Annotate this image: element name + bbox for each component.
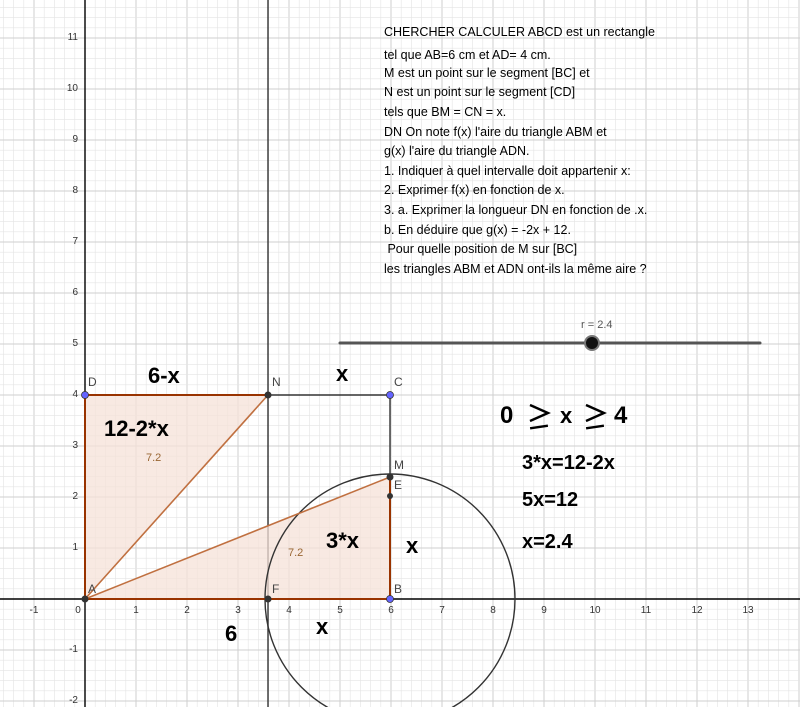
label-a: A	[88, 582, 97, 596]
inequality-mid: x	[560, 403, 573, 428]
y-tick-label: 9	[72, 134, 78, 145]
x-tick-label: 1	[133, 605, 139, 616]
x-tick-label: 8	[490, 605, 496, 616]
label-ab-length: 6	[225, 621, 238, 646]
label-area-adn-value: 7.2	[146, 452, 162, 464]
problem-line: 2. Exprimer f(x) en fonction de x.	[384, 183, 565, 197]
label-dn-length: 6-x	[148, 363, 180, 388]
y-tick-label: 11	[67, 32, 78, 43]
label-area-abm-value: 7.2	[288, 547, 304, 559]
solution-line: x=2.4	[522, 531, 573, 553]
label-fb-length: x	[316, 614, 329, 639]
problem-line: tels que BM = CN = x.	[384, 105, 507, 119]
problem-line: Pour quelle position de M sur [BC]	[384, 242, 578, 256]
problem-line: M est un point sur le segment [BC] et	[384, 66, 590, 80]
x-tick-label: 12	[691, 605, 703, 616]
label-e: E	[394, 478, 403, 492]
solution	[500, 402, 628, 553]
x-tick-label: 6	[388, 605, 394, 616]
label-m: M	[394, 458, 404, 472]
problem-line: tel que AB=6 cm et AD= 4 cm.	[384, 48, 551, 62]
point-d[interactable]	[82, 392, 89, 399]
inequality-left: 0	[500, 402, 514, 429]
label-area-abm-expr: 3*x	[326, 528, 360, 553]
point-m[interactable]	[387, 474, 394, 481]
x-tick-label: 3	[235, 605, 241, 616]
x-tick-label: -1	[29, 605, 39, 616]
solution-line: 3*x=12-2x	[522, 452, 615, 474]
slider-handle[interactable]	[585, 336, 599, 350]
label-n: N	[272, 375, 281, 389]
label-f: F	[272, 582, 280, 596]
y-tick-label: 8	[72, 185, 78, 196]
x-tick-label: 5	[337, 605, 343, 616]
point-f[interactable]	[265, 596, 272, 603]
x-tick-labels	[30, 605, 754, 616]
y-tick-label: 5	[72, 338, 78, 349]
problem-line: N est un point sur le segment [CD]	[384, 85, 576, 99]
y-tick-label: -2	[69, 695, 78, 706]
point-n[interactable]	[265, 392, 272, 399]
label-c: C	[394, 375, 403, 389]
y-tick-label: 4	[72, 389, 78, 400]
y-tick-label: 6	[72, 287, 78, 298]
x-tick-label: 10	[589, 605, 601, 616]
label-bm-length: x	[406, 533, 419, 558]
x-tick-label: 13	[742, 605, 754, 616]
inequality-right: 4	[614, 402, 628, 429]
point-a[interactable]	[82, 596, 89, 603]
x-tick-label: 0	[75, 605, 81, 616]
y-tick-label: 2	[72, 491, 78, 502]
slider-label: r = 2.4	[581, 319, 613, 331]
problem-line: CHERCHER CALCULER ABCD est un rectangle	[384, 25, 655, 39]
point-c[interactable]	[387, 392, 394, 399]
x-tick-label: 2	[184, 605, 190, 616]
label-area-adn-expr: 12-2*x	[104, 416, 169, 441]
label-d: D	[88, 375, 97, 389]
y-tick-label: 1	[72, 542, 78, 553]
problem-line: les triangles ABM et ADN ont-ils la même aire ?	[384, 262, 647, 276]
solution-line: 5x=12	[522, 489, 579, 511]
y-tick-label: 10	[66, 83, 78, 94]
label-nc-length: x	[336, 361, 349, 386]
x-tick-label: 7	[439, 605, 445, 616]
problem-line: b. En déduire que g(x) = -2x + 12.	[384, 223, 571, 237]
problem-line: DN On note f(x) l'aire du triangle ABM et	[384, 125, 607, 139]
less-equal-icon	[530, 405, 548, 428]
x-tick-label: 11	[640, 605, 652, 616]
y-tick-label: 3	[72, 440, 78, 451]
x-tick-label: 4	[286, 605, 292, 616]
problem-line: 1. Indiquer à quel intervalle doit appartenir x:	[384, 164, 631, 178]
x-tick-label: 9	[541, 605, 547, 616]
point-b[interactable]	[387, 596, 394, 603]
y-tick-label: -1	[69, 644, 78, 655]
y-tick-label: 7	[72, 236, 78, 247]
label-b: B	[394, 582, 403, 596]
problem-line: 3. a. Exprimer la longueur DN en fonction de .x.	[384, 203, 648, 217]
point-e[interactable]	[387, 493, 393, 499]
problem-line: g(x) l'aire du triangle ADN.	[384, 144, 530, 158]
